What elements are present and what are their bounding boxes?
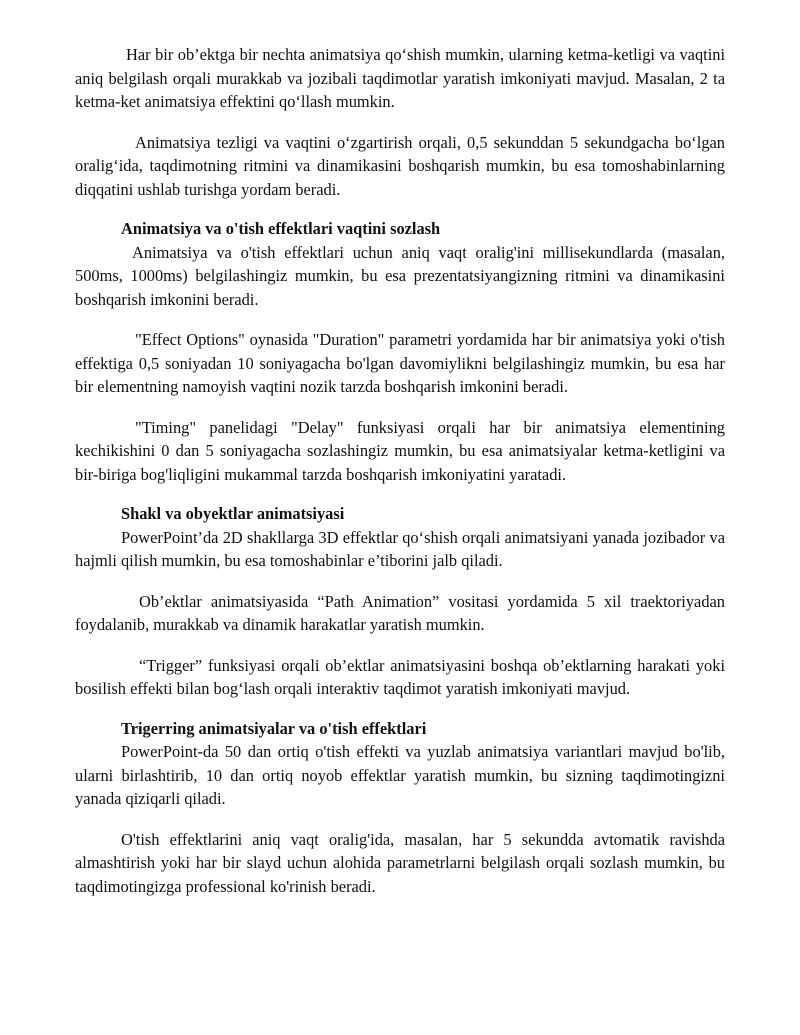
paragraph-path-animation: Ob’ektlar animatsiyasida “Path Animation” vositasi yordamida 5 xil traektoriyadan foydalanib, murakkab va dinamik harakatlar yaratish mumkin. xyxy=(75,591,725,634)
paragraph-3d-effects: PowerPoint’da 2D shakllarga 3D effektlar qo‘shish orqali animatsiyani yanada jozibador va hajmli qilish mumkin, bu esa tomoshabinlar e’tiborini jalb qiladi. xyxy=(75,527,725,570)
document-page xyxy=(75,43,725,898)
heading-timing-settings: Animatsiya va o'tish effektlari vaqtini sozlash xyxy=(121,219,441,238)
paragraph-auto-transition: O'tish effektlarini aniq vaqt oralig'ida, masalan, har 5 sekundda avtomatik ravishda almashtirish yoki har bir slayd uchun alohida parametrlarni belgilash orqali sozlash mumkin, bu taqdimotingizga professional ko'rinish beradi. xyxy=(75,829,725,896)
paragraph-effect-duration: "Effect Options" oynasida "Duration" parametri yordamida har bir animatsiya yoki o'tish effektiga 0,5 soniyadan 10 soniyagacha bo'lgan davomiylikni belgilashingiz mumkin, bu esa har bir elementning namoyish vaqtini nozik tarzda boshqarish imkonini beradi. xyxy=(75,330,725,396)
paragraph-transition-variety: PowerPoint-da 50 dan ortiq o'tish effekti va yuzlab animatsiya variantlari mavjud bo'lib, ularni birlashtirib, 10 dan ortiq noyob effektlar yaratish mumkin, bu sizning taqdimotingizni yanada qiziqarli qiladi. xyxy=(75,742,725,808)
heading-trigger-animations: Trigerring animatsiyalar va o'tish effektlari xyxy=(121,718,427,738)
paragraph-animation-sequence: Har bir ob’ektga bir nechta animatsiya qo‘shish mumkin, ularning ketma-ketligi va vaqtini aniq belgilash orqali murakkab va jozibali taqdimotlar yaratish imkoniyati mavjud. Masalan, 2 ta ketma-ket animatsiya effektini qo‘llash mumkin. xyxy=(75,45,725,111)
paragraph-animation-speed: Animatsiya tezligi va vaqtini o‘zgartirish orqali, 0,5 sekunddan 5 sekundgacha bo‘lgan oralig‘ida, taqdimotning ritmini va dinamikasini boshqarish mumkin, bu esa tomoshabinlarning diqqatini ushlab turishga yordam beradi. xyxy=(75,132,725,199)
paragraph-millisecond-timing: Animatsiya va o'tish effektlari uchun aniq vaqt oralig'ini millisekundlarda (masalan, 500ms, 1000ms) belgilashingiz mumkin, bu esa prezentatsiyangizning ritmini va dinamikasini boshqarish imkonini beradi. xyxy=(75,242,725,309)
heading-shape-animation: Shakl va obyektlar animatsiyasi xyxy=(121,504,345,523)
paragraph-timing-delay: "Timing" panelidagi "Delay" funksiyasi orqali har bir animatsiya elementining kechikishini 0 dan 5 soniyagacha sozlashingiz mumkin, bu esa animatsiyalar ketma-ketligini va bir-biriga bog'liqligini mukammal tarzda boshqarish imkoniyatini yaratadi. xyxy=(75,417,725,484)
paragraph-trigger-function: “Trigger” funksiyasi orqali ob’ektlar animatsiyasini boshqa ob’ektlarning harakati yoki bosilish effekti bilan bog‘lash orqali interaktiv taqdimot yaratish imkoniyati mavjud. xyxy=(75,655,725,698)
